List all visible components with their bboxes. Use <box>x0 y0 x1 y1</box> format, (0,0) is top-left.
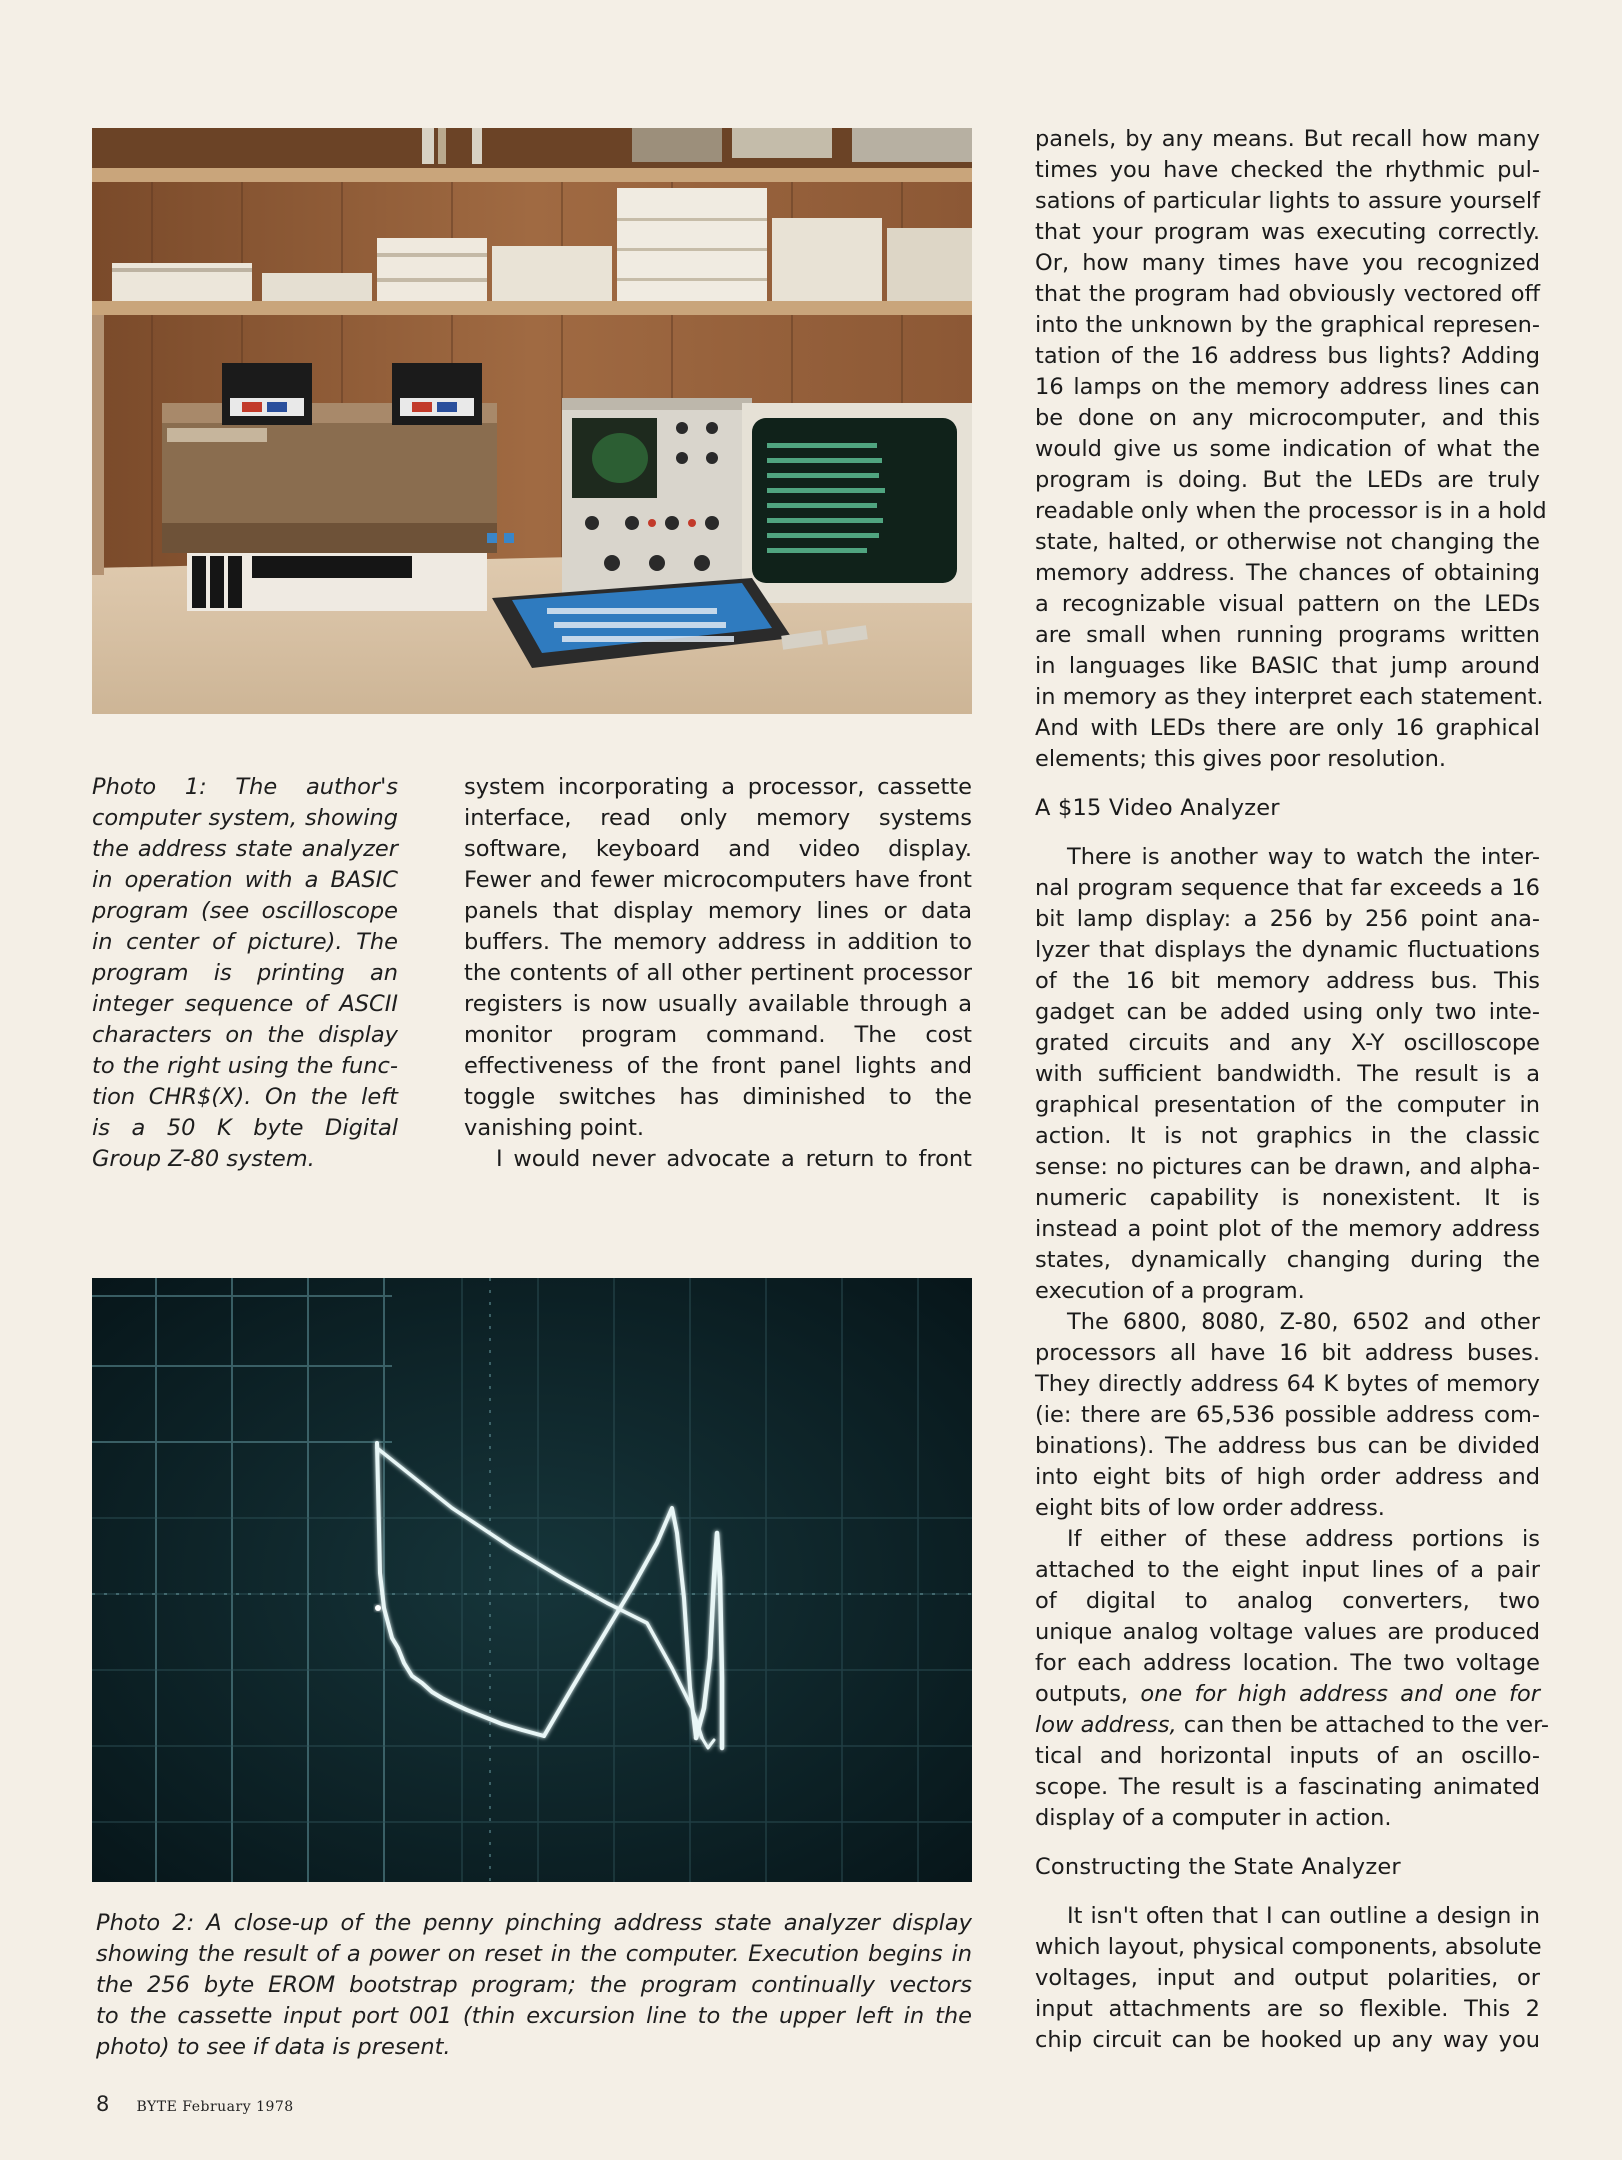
caption-line: in operation with a BASIC <box>92 867 398 893</box>
text-line: buffers. The memory address in addition to <box>464 929 972 955</box>
text-line: that the program had obviously vectored off <box>1035 281 1540 307</box>
caption-line: the 256 byte EROM bootstrap program; the program continually vectors <box>96 1972 972 1998</box>
photo-1-caption <box>92 772 398 1175</box>
caption-line: computer system, showing <box>92 805 398 831</box>
text-line: They directly address 64 K bytes of memory <box>1035 1371 1540 1397</box>
text-line: of digital to analog converters, two <box>1035 1588 1540 1614</box>
text-line: The 6800, 8080, Z-80, 6502 and other <box>1067 1309 1540 1335</box>
page-footer <box>96 2092 294 2116</box>
caption-line: in center of picture). The <box>92 929 398 955</box>
text-line: with sufficient bandwidth. The result is a <box>1035 1061 1540 1087</box>
text-line: in languages like BASIC that jump around <box>1035 653 1540 679</box>
section-heading-video-analyzer: A $15 Video Analyzer <box>1035 795 1280 821</box>
caption-line: Group Z-80 system. <box>92 1146 315 1172</box>
text-line: chip circuit can be hooked up any way you <box>1035 2027 1540 2053</box>
text-line: numeric capability is nonexistent. It is <box>1035 1185 1540 1211</box>
text-line-mixed <box>1035 1710 1549 1741</box>
text-line: gadget can be added using only two inte- <box>1035 999 1540 1025</box>
caption-line: characters on the display <box>92 1022 398 1048</box>
text-line: graphical presentation of the computer in <box>1035 1092 1540 1118</box>
caption-line: program (see oscilloscope <box>92 898 398 924</box>
text-line: sations of particular lights to assure yourself <box>1035 188 1540 214</box>
caption-line: tion CHR$(X). On the left <box>92 1084 398 1110</box>
text-line: binations). The address bus can be divided <box>1035 1433 1540 1459</box>
middle-column-text <box>464 772 972 1175</box>
text-line: registers is now usually available through a <box>464 991 972 1017</box>
text-line: into the unknown by the graphical represen- <box>1035 312 1540 338</box>
text-line: It isn't often that I can outline a design in <box>1067 1903 1540 1929</box>
text-line: panels, by any means. But recall how many <box>1035 126 1540 152</box>
text-fragment: can then be attached to the ver- <box>1183 1712 1549 1738</box>
caption-line: to the cassette input port 001 (thin excursion line to the upper left in the <box>96 2003 972 2029</box>
text-line: memory address. The chances of obtaining <box>1035 560 1540 586</box>
text-line: execution of a program. <box>1035 1278 1305 1304</box>
text-line: display of a computer in action. <box>1035 1805 1392 1831</box>
caption-line: Photo 2: A close-up of the penny pinching address state analyzer display <box>96 1910 972 1936</box>
text-line: I would never advocate a return to front <box>496 1146 972 1172</box>
text-line: scope. The result is a fascinating animated <box>1035 1774 1540 1800</box>
text-line: program is doing. But the LEDs are truly <box>1035 467 1540 493</box>
photo-1-computer-system <box>92 128 972 714</box>
caption-line: integer sequence of ASCII <box>92 991 398 1017</box>
text-line: tical and horizontal inputs of an oscillo- <box>1035 1743 1540 1769</box>
caption-line: showing the result of a power on reset in the computer. Execution begins in <box>96 1941 972 1967</box>
photo-2-caption <box>96 1908 972 2063</box>
text-line: in memory as they interpret each statement. <box>1035 684 1544 710</box>
text-line: monitor program command. The cost <box>464 1022 972 1048</box>
text-line: elements; this gives poor resolution. <box>1035 746 1447 772</box>
text-line: sense: no pictures can be drawn, and alpha- <box>1035 1154 1540 1180</box>
text-line: state, halted, or otherwise not changing the <box>1035 529 1540 555</box>
text-line: processors all have 16 bit address buses. <box>1035 1340 1540 1366</box>
text-line: And with LEDs there are only 16 graphical <box>1035 715 1540 741</box>
text-line: software, keyboard and video display. <box>464 836 972 862</box>
text-line: that your program was executing correctly. <box>1035 219 1540 245</box>
italic-fragment: one for high address and one for <box>1140 1681 1540 1707</box>
text-line: a recognizable visual pattern on the LEDs <box>1035 591 1540 617</box>
text-fragment: outputs, <box>1035 1681 1129 1707</box>
text-line: (ie: there are 65,536 possible address com- <box>1035 1402 1540 1428</box>
text-line: of the 16 bit memory address bus. This <box>1035 968 1540 994</box>
text-line: bit lamp display: a 256 by 256 point ana- <box>1035 906 1540 932</box>
right-column-text <box>1035 124 1549 2056</box>
photo-2-oscilloscope-display <box>92 1278 972 1882</box>
text-line: times you have checked the rhythmic pul- <box>1035 157 1540 183</box>
photo-2-illustration <box>92 1278 972 1882</box>
text-line: are small when running programs written <box>1035 622 1540 648</box>
publication-line: BYTE February 1978 <box>136 2099 294 2115</box>
photo-1-illustration <box>92 128 972 714</box>
text-line: be done on any microcomputer, and this <box>1035 405 1540 431</box>
text-line: There is another way to watch the inter- <box>1067 844 1540 870</box>
text-line-mixed <box>1035 1679 1540 1710</box>
caption-line: to the right using the func- <box>92 1053 398 1079</box>
text-line: would give us some indication of what the <box>1035 436 1540 462</box>
text-line: Or, how many times have you recognized <box>1035 250 1540 276</box>
text-line: If either of these address portions is <box>1067 1526 1540 1552</box>
text-line: which layout, physical components, absolute <box>1035 1934 1542 1960</box>
text-line: action. It is not graphics in the classic <box>1035 1123 1540 1149</box>
text-line: input attachments are so flexible. This 2 <box>1035 1996 1540 2022</box>
text-line: effectiveness of the front panel lights and <box>464 1053 972 1079</box>
text-line: Fewer and fewer microcomputers have front <box>464 867 972 893</box>
text-line: eight bits of low order address. <box>1035 1495 1385 1521</box>
text-line: attached to the eight input lines of a pair <box>1035 1557 1540 1583</box>
text-line: grated circuits and any X-Y oscilloscope <box>1035 1030 1540 1056</box>
text-line: voltages, input and output polarities, or <box>1035 1965 1540 1991</box>
text-line: interface, read only memory systems <box>464 805 972 831</box>
page-number: 8 <box>96 2092 110 2116</box>
text-line: readable only when the processor is in a hold <box>1035 498 1547 524</box>
caption-line: is a 50 K byte Digital <box>92 1115 398 1141</box>
text-line: instead a point plot of the memory address <box>1035 1216 1540 1242</box>
text-line: nal program sequence that far exceeds a 16 <box>1035 875 1540 901</box>
caption-line: program is printing an <box>92 960 398 986</box>
italic-fragment: low address, <box>1035 1712 1177 1738</box>
text-line: states, dynamically changing during the <box>1035 1247 1540 1273</box>
caption-line: Photo 1: The author's <box>92 774 398 800</box>
text-line: tation of the 16 address bus lights? Adding <box>1035 343 1540 369</box>
text-line: 16 lamps on the memory address lines can <box>1035 374 1540 400</box>
text-line: lyzer that displays the dynamic fluctuations <box>1035 937 1540 963</box>
text-line: for each address location. The two voltage <box>1035 1650 1540 1676</box>
text-line: system incorporating a processor, cassette <box>464 774 972 800</box>
caption-line: the address state analyzer <box>92 836 398 862</box>
caption-line: photo) to see if data is present. <box>96 2034 451 2060</box>
text-line: the contents of all other pertinent processor <box>464 960 972 986</box>
section-heading-constructing: Constructing the State Analyzer <box>1035 1854 1401 1880</box>
text-line: vanishing point. <box>464 1115 645 1141</box>
text-line: toggle switches has diminished to the <box>464 1084 972 1110</box>
text-line: unique analog voltage values are produced <box>1035 1619 1540 1645</box>
text-line: panels that display memory lines or data <box>464 898 972 924</box>
text-line: into eight bits of high order address and <box>1035 1464 1540 1490</box>
